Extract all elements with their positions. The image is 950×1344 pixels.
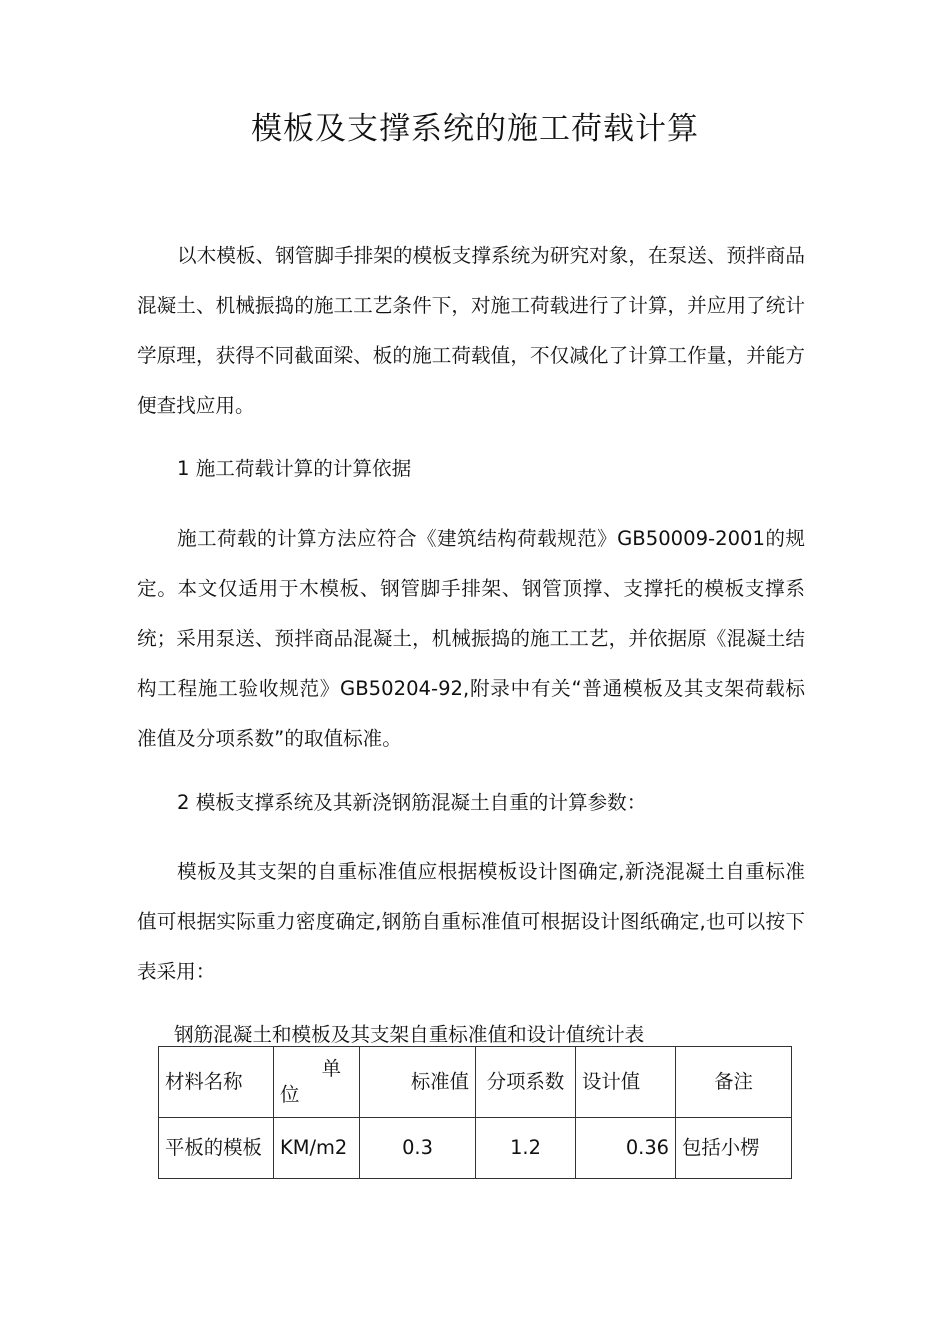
load-values-table [158,1046,792,1179]
cell-material: 平板的模板 [159,1118,274,1179]
header-unit-line1: 单 [321,1057,341,1080]
cell-design: 0.36 [576,1118,676,1179]
header-factor: 分项系数 [476,1047,576,1118]
section-1-heading: 1 施工荷载计算的计算依据 [177,457,412,480]
header-unit [274,1047,360,1118]
section-2-heading: 2 模板支撑系统及其新浇钢筋混凝土自重的计算参数： [177,791,647,814]
header-note: 备注 [676,1047,792,1118]
section-1-paragraph: 施工荷载的计算方法应符合《建筑结构荷载规范》GB50009-2001的规定。本文仅适用于木模板、钢管脚手排架、钢管顶撑、支撑托的模板支撑系统；采用泵送、预拌商品混凝土，机械振捣的施工工艺，并依据原《混凝土结构工程施工验收规范》GB50204-92,附录中有关“普通模板及其支架荷载标准值及分项系数”的取值标准。 [137,527,805,750]
header-design: 设计值 [576,1047,676,1118]
cell-note: 包括小楞 [676,1118,792,1179]
table-header-row [159,1047,792,1118]
intro-paragraph: 以木模板、钢管脚手排架的模板支撑系统为研究对象，在泵送、预拌商品混凝土、机械振捣的施工工艺条件下，对施工荷载进行了计算，并应用了统计学原理，获得不同截面梁、板的施工荷载值，不仅减化了计算工作量，并能方便查找应用。 [137,244,805,417]
table-row [159,1118,792,1179]
table-caption: 钢筋混凝土和模板及其支架自重标准值和设计值统计表 [174,1023,645,1046]
document-title: 模板及支撑系统的施工荷载计算 [251,111,699,147]
cell-standard: 0.3 [360,1118,476,1179]
header-standard: 标准值 [360,1047,476,1118]
header-unit-line2: 位 [280,1083,300,1106]
section-2-paragraph: 模板及其支架的自重标准值应根据模板设计图确定,新浇混凝土自重标准值可根据实际重力密度确定,钢筋自重标准值可根据设计图纸确定,也可以按下表采用： [137,860,805,983]
cell-factor: 1.2 [476,1118,576,1179]
header-material: 材料名称 [159,1047,274,1118]
cell-unit: KM/m2 [274,1118,360,1179]
